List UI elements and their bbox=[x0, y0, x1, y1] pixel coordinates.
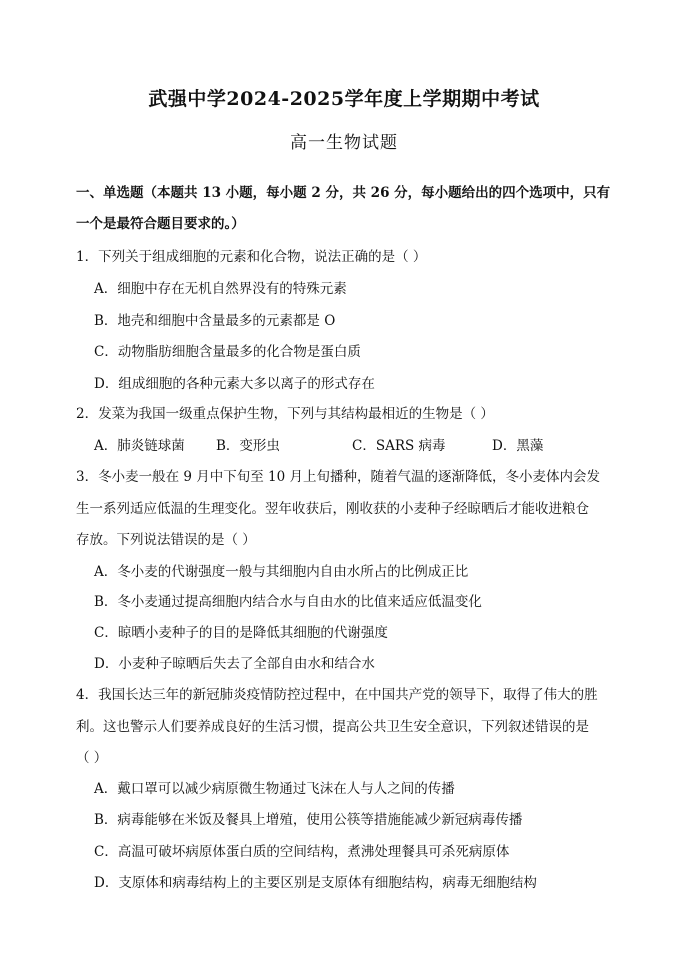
section-heading-line-1: 一、单选题（本题共 13 小题，每小题 2 分，共 26 分，每小题给出的四个选项中，只有 bbox=[76, 185, 611, 201]
question-4-option-b: B．病毒能够在米饭及餐具上增殖，使用公筷等措施能减少新冠病毒传播 bbox=[94, 812, 523, 828]
question-2-option-a: A．肺炎链球菌 bbox=[94, 438, 185, 454]
question-4-option-c: C．高温可破坏病原体蛋白质的空间结构，煮沸处理餐具可杀死病原体 bbox=[94, 844, 510, 860]
exam-subtitle: 高一生物试题 bbox=[290, 133, 398, 153]
question-2-option-c: C．SARS 病毒 bbox=[352, 438, 446, 454]
question-3-option-c: C．晾晒小麦种子的目的是降低其细胞的代谢强度 bbox=[94, 625, 388, 641]
question-2-options-row bbox=[94, 437, 614, 455]
question-3-stem-line-1: 3．冬小麦一般在 9 月中下旬至 10 月上旬播种，随着气温的逐渐降低，冬小麦体内会发 bbox=[76, 469, 601, 485]
question-4-stem-line-2: 利。这也警示人们要养成良好的生活习惯，提高公共卫生安全意识，下列叙述错误的是 bbox=[76, 719, 589, 735]
question-3-stem-line-2: 生一系列适应低温的生理变化。翌年收获后，刚收获的小麦种子经晾晒后才能收进粮仓 bbox=[76, 501, 589, 517]
question-1-option-b: B．地壳和细胞中含量最多的元素都是 O bbox=[94, 313, 336, 329]
question-2-option-b: B．变形虫 bbox=[216, 438, 280, 454]
question-1-stem: 1．下列关于组成细胞的元素和化合物，说法正确的是（ ） bbox=[76, 249, 427, 265]
section-heading-line-2: 一个是最符合题目要求的。） bbox=[76, 216, 245, 232]
question-3-option-b: B．冬小麦通过提高细胞内结合水与自由水的比值来适应低温变化 bbox=[94, 594, 482, 610]
question-2-option-d: D．黑藻 bbox=[492, 438, 544, 454]
question-4-option-a: A．戴口罩可以减少病原微生物通过飞沫在人与人之间的传播 bbox=[94, 781, 455, 797]
question-2-stem: 2．发菜为我国一级重点保护生物，下列与其结构最相近的生物是（ ） bbox=[76, 406, 494, 422]
question-3-option-a: A．冬小麦的代谢强度一般与其细胞内自由水所占的比例成正比 bbox=[94, 564, 469, 580]
question-4-stem-line-3: （ ） bbox=[76, 750, 108, 766]
question-4-option-d: D．支原体和病毒结构上的主要区别是支原体有细胞结构，病毒无细胞结构 bbox=[94, 875, 537, 891]
question-3-option-d: D．小麦种子晾晒后失去了全部自由水和结合水 bbox=[94, 656, 375, 672]
question-1-option-d: D．组成细胞的各种元素大多以离子的形式存在 bbox=[94, 376, 375, 392]
question-1-option-a: A．细胞中存在无机自然界没有的特殊元素 bbox=[94, 281, 347, 297]
question-4-stem-line-1: 4．我国长达三年的新冠肺炎疫情防控过程中，在中国共产党的领导下，取得了伟大的胜 bbox=[76, 687, 598, 703]
exam-title: 武强中学2024-2025学年度上学期期中考试 bbox=[148, 88, 540, 110]
question-3-stem-line-3: 存放。下列说法错误的是（ ） bbox=[76, 532, 256, 548]
question-1-option-c: C．动物脂肪细胞含量最多的化合物是蛋白质 bbox=[94, 344, 361, 360]
